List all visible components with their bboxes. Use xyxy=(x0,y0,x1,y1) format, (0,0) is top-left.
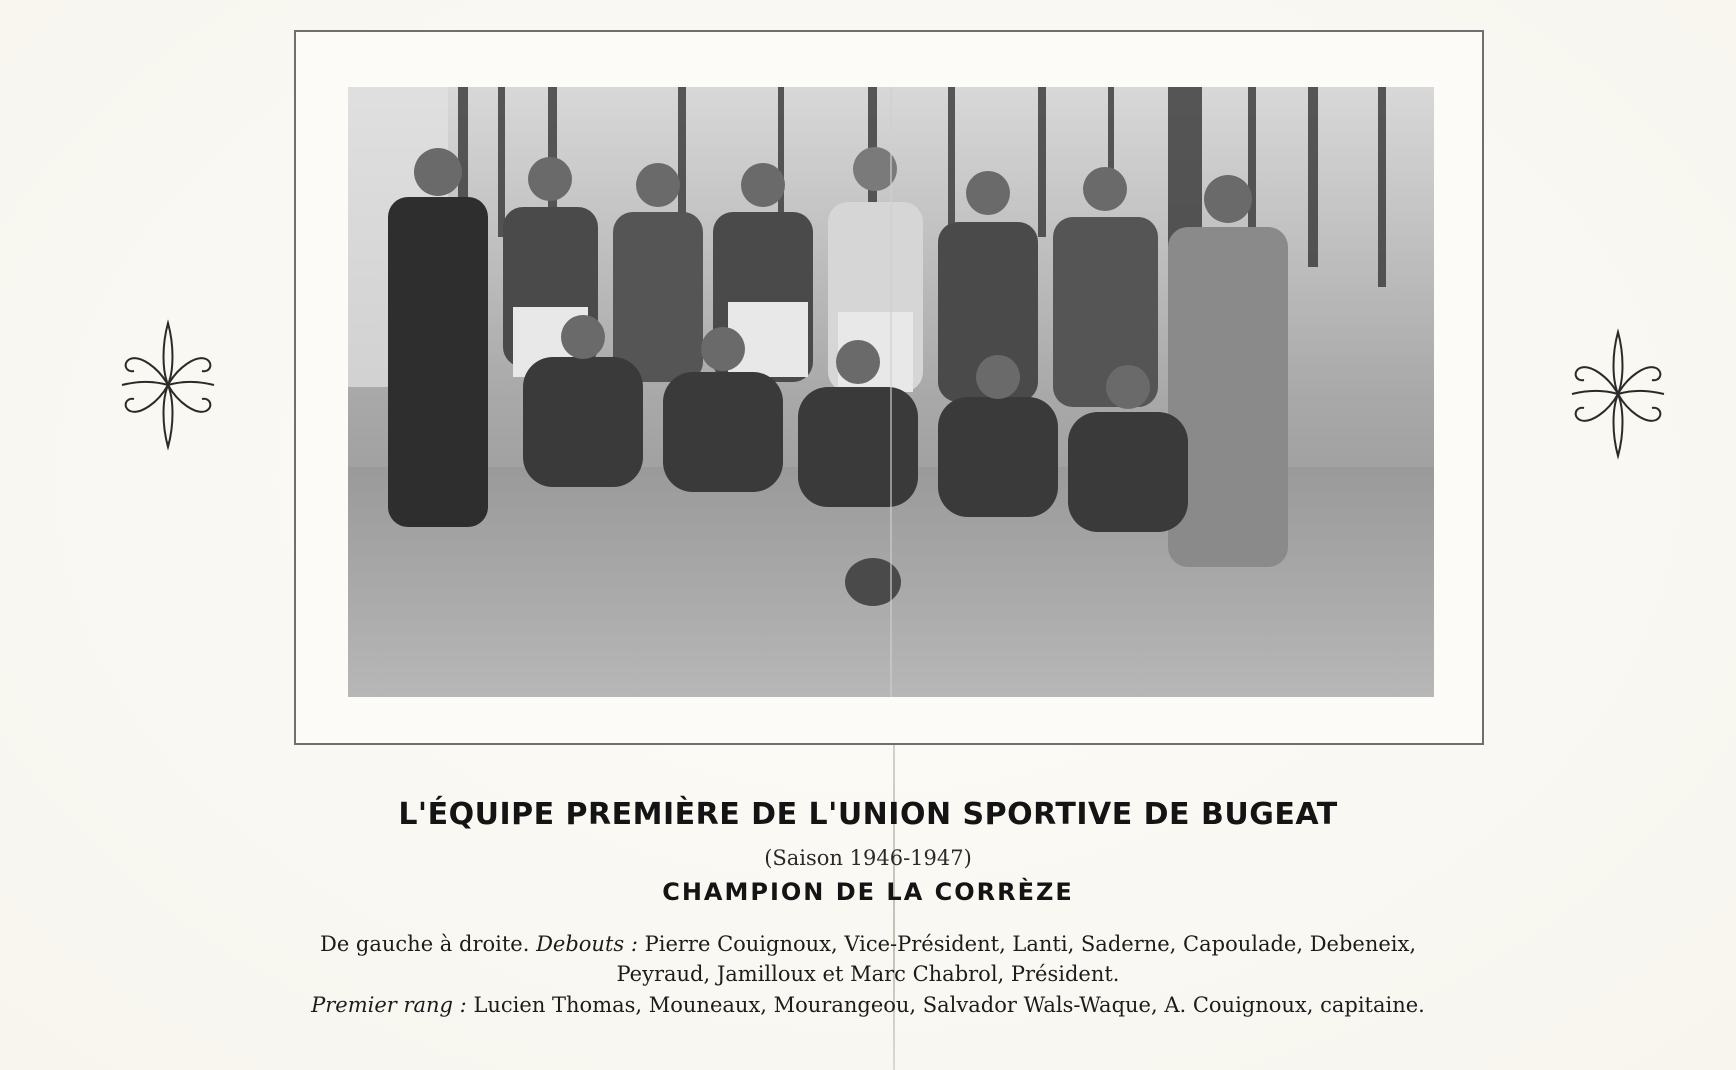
caption-names-front-row: Lucien Thomas, Mouneaux, Mourangeou, Salvador Wals-Waque, A. Couignoux, capitaine. xyxy=(473,993,1425,1017)
paper-crease xyxy=(893,745,895,1070)
floral-ornament-icon xyxy=(118,315,218,455)
caption-names-standing-cont: Peyraud, Jamilloux et Marc Chabrol, Président. xyxy=(616,962,1120,986)
caption-label-standing: Debouts : xyxy=(536,932,638,956)
photo-frame xyxy=(294,30,1484,745)
subtitle: CHAMPION DE LA CORRÈZE xyxy=(662,878,1074,906)
floral-ornament-icon xyxy=(1568,324,1668,464)
caption-line-standing xyxy=(0,932,1736,956)
team-photo xyxy=(348,87,1434,697)
season-label: (Saison 1946-1947) xyxy=(764,846,972,870)
caption-names-standing: Pierre Couignoux, Vice-Président, Lanti, Saderne, Capoulade, Debeneix, xyxy=(644,932,1417,956)
caption-line-standing-cont xyxy=(0,962,1736,986)
caption-label-front-row: Premier rang : xyxy=(311,993,467,1017)
page-title: L'ÉQUIPE PREMIÈRE DE L'UNION SPORTIVE DE BUGEAT xyxy=(398,797,1338,832)
caption-line-front-row xyxy=(0,993,1736,1017)
caption-prefix: De gauche à droite. xyxy=(319,932,530,956)
